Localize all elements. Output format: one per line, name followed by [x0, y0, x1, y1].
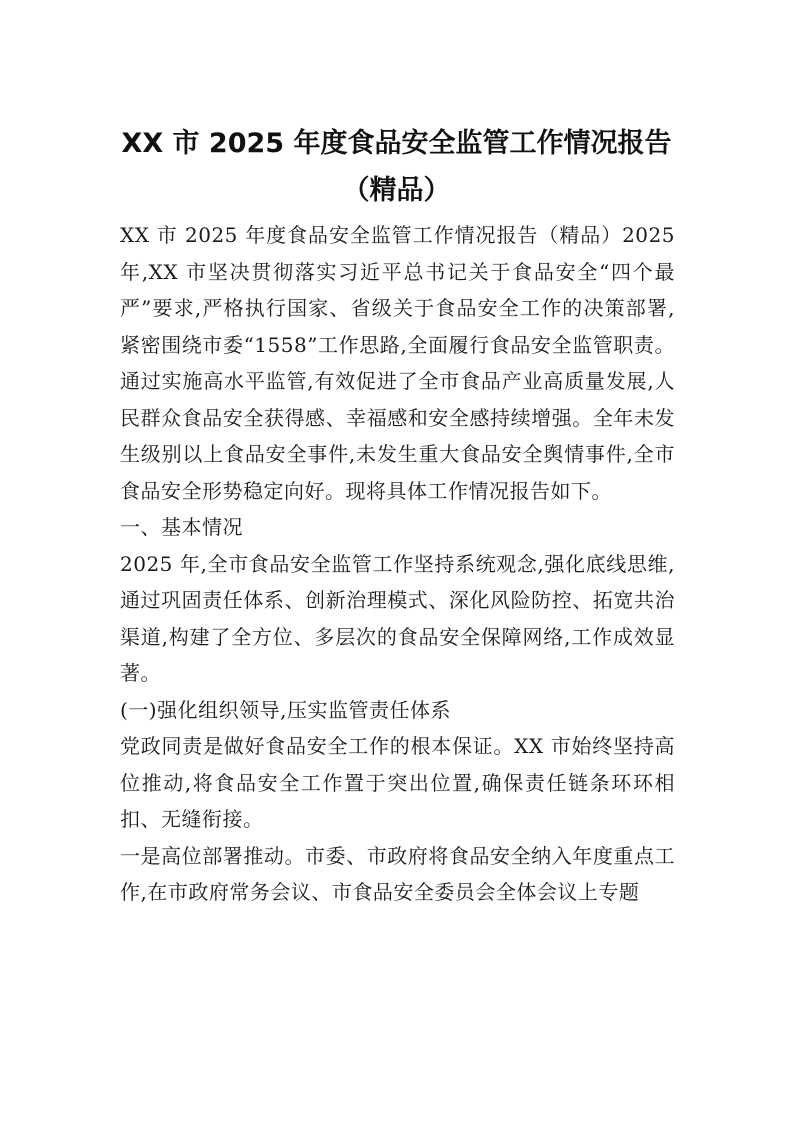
document-title	[100, 120, 693, 214]
section-heading-basic-situation: 一、基本情况	[120, 515, 243, 539]
document-body	[120, 217, 675, 911]
high-level-deployment-paragraph: 一是高位部署推动。市委、市政府将食品安全纳入年度重点工作,在市政府常务会议、市食品安全委员会全体会议上专题	[120, 843, 675, 904]
organization-paragraph: 党政同责是做好食品安全工作的根本保证。XX 市始终坚持高位推动,将食品安全工作置于突出位置,确保责任链条环环相扣、无缝衔接。	[120, 734, 675, 831]
title-line-1: XX 市 2025 年度食品安全监管工作情况报告	[121, 128, 672, 159]
basic-situation-paragraph: 2025 年,全市食品安全监管工作坚持系统观念,强化底线思维,通过巩固责任体系、创新治理模式、深化风险防控、拓宽共治渠道,构建了全方位、多层次的食品安全保障网络,工作成效显著。	[120, 551, 675, 685]
intro-paragraph: XX 市 2025 年度食品安全监管工作情况报告（精品）2025年,XX 市坚决贯彻落实习近平总书记关于食品安全“四个最严”要求,严格执行国家、省级关于食品安全工作的决策部署,紧密围绕市委“1558”工作思路,全面履行食品安全监管职责。通过实施高水平监管,有效促进了全市食品产业高质量发展,人民群众食品安全获得感、幸福感和安全感持续增强。全年未发生级别以上食品安全事件,未发生重大食品安全舆情事件,全市食品安全形势稳定向好。现将具体工作情况报告如下。	[120, 223, 675, 503]
title-line-2: （精品）	[342, 175, 451, 206]
subsection-heading-organization: (一)强化组织领导,压实监管责任体系	[120, 697, 451, 722]
